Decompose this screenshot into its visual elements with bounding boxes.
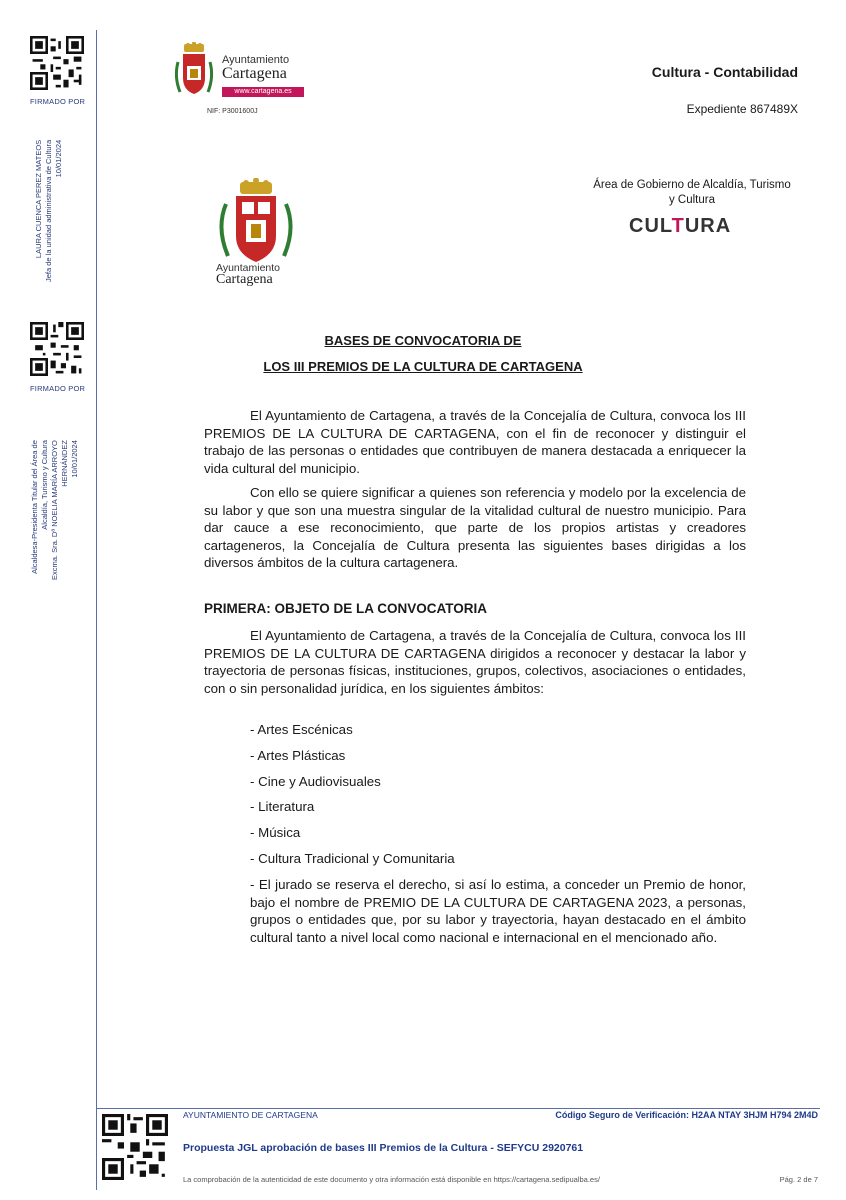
logo-url: www.cartagena.es: [222, 87, 304, 97]
crest-icon: [206, 178, 306, 266]
footer-org: AYUNTAMIENTO DE CARTAGENA: [183, 1110, 318, 1120]
brand-part-c: URA: [684, 215, 732, 237]
government-area: [578, 178, 806, 208]
brand-part-a: CUL: [629, 215, 672, 237]
logo-line2: Cartagena: [216, 272, 273, 287]
section-1-paragraph: El Ayuntamiento de Cartagena, a través de la Concejalía de Cultura, convoca los III PREMIOS DE LA CULTURA DE CARTAGENA dirigidos a reconocer y destacar la labor y trayectoria de personas físicas, instituciones, grupos, colectivos, asociaciones o entidades, con o sin personalidad jurídica, en los siguientes ámbitos:: [204, 628, 746, 696]
intro-paragraph-1: El Ayuntamiento de Cartagena, a través de la Concejalía de Cultura, convoca los III PREMIOS DE LA CULTURA DE CARTAGENA, con el fin de reconocer y distinguir el trabajo de las personas o entidades que contribuyen de manera destacada a enriquecer la vida cultural del municipio.: [204, 408, 746, 476]
signature-date: 10/01/2024: [54, 139, 63, 178]
list-item: - Cine y Audiovisuales: [250, 773, 381, 789]
intro-paragraph-2: Con ello se quiere significar a quienes son referencia y modelo por la excelencia de su labor y que son una muestra singular de la vitalidad cultural de nuestro municipio. Para dar cauce a ese reconocimiento, que parte de los propios artistas y creadores cartageneros, la Concejalía de Cultura presenta las siguientes bases dirigidas a los diversos ámbitos de la cultura cartagenera.: [204, 485, 746, 570]
signature-block-1: [34, 140, 64, 282]
signer-role: Jefa de la unidad administrativa de Cultura: [44, 139, 53, 282]
footer-csv: Código Seguro de Verificación: H2AA NTAY 3HJM H794 2M4D: [555, 1110, 818, 1120]
signer-role-cont: Alcaldía, Turismo y Cultura: [40, 440, 49, 530]
ayuntamiento-logo-top: [172, 42, 308, 104]
logo-line1: Ayuntamiento: [222, 54, 290, 66]
signer-name: Excma. Sra. Dª NOELIA MARÍA ARROYO: [50, 440, 59, 580]
ambitos-list: [250, 721, 455, 876]
crest-icon: [172, 42, 216, 102]
area-line2: y Cultura: [668, 194, 716, 206]
margin-line: [96, 30, 97, 1190]
logo-line1: Ayuntamiento: [216, 262, 281, 274]
ayuntamiento-logo-main: [206, 178, 306, 288]
signed-by-label: FIRMADO POR: [30, 97, 86, 106]
cultura-brand-logo: [629, 215, 731, 238]
list-item: - Artes Escénicas: [250, 722, 353, 737]
footer-divider: [96, 1108, 820, 1109]
department-title: Cultura - Contabilidad: [651, 64, 798, 80]
list-item: - Literatura: [250, 799, 315, 815]
brand-part-b: T: [671, 215, 685, 237]
signature-date: 10/01/2024: [70, 440, 79, 478]
expediente-number: Expediente 867489X: [686, 102, 798, 116]
list-item: - Artes Plásticas: [250, 747, 346, 763]
signed-by-label: FIRMADO POR: [30, 384, 86, 393]
section-1-title: PRIMERA: OBJETO DE LA CONVOCATORIA: [204, 601, 488, 616]
qr-code-icon[interactable]: [30, 36, 84, 90]
footer-document-title: Propuesta JGL aprobación de bases III Premios de la Cultura - SEFYCU 2920761: [183, 1142, 584, 1154]
jurado-paragraph: - El jurado se reserva el derecho, si así lo estima, a conceder un Premio de honor, bajo el nombre de PREMIO DE LA CULTURA DE CARTAGENA 2023, a personas, grupos o entidades que, por su labor y trayectoria, hayan destacado en el ámbito cultural tanto a nivel local como nacional e internacional en el mencionado año.: [250, 877, 746, 945]
nif-label: NIF: P3001600J: [207, 108, 258, 115]
list-item: - Música: [250, 825, 301, 841]
signer-role: Alcaldesa-Presidenta Titular del Área de: [30, 440, 39, 574]
document-title-line1: BASES DE CONVOCATORIA DE: [324, 333, 522, 348]
document-title-line2: LOS III PREMIOS DE LA CULTURA DE CARTAGENA: [263, 359, 583, 374]
logo-line2: Cartagena: [222, 65, 287, 82]
signer-name: LAURA CUENCA PEREZ MATEOS: [34, 139, 43, 259]
qr-code-icon[interactable]: [102, 1114, 168, 1180]
signature-block-2: [30, 440, 80, 580]
list-item: - Cultura Tradicional y Comunitaria: [250, 850, 455, 866]
footer-verification-note: La comprobación de la autenticidad de este documento y otra información está disponible en https://cartagena.sedipualba.es/: [183, 1175, 600, 1184]
page-number: Pág. 2 de 7: [779, 1175, 818, 1184]
signer-name-cont: HERNÁNDEZ: [60, 440, 69, 487]
area-line1: Área de Gobierno de Alcaldía, Turismo: [593, 179, 791, 191]
